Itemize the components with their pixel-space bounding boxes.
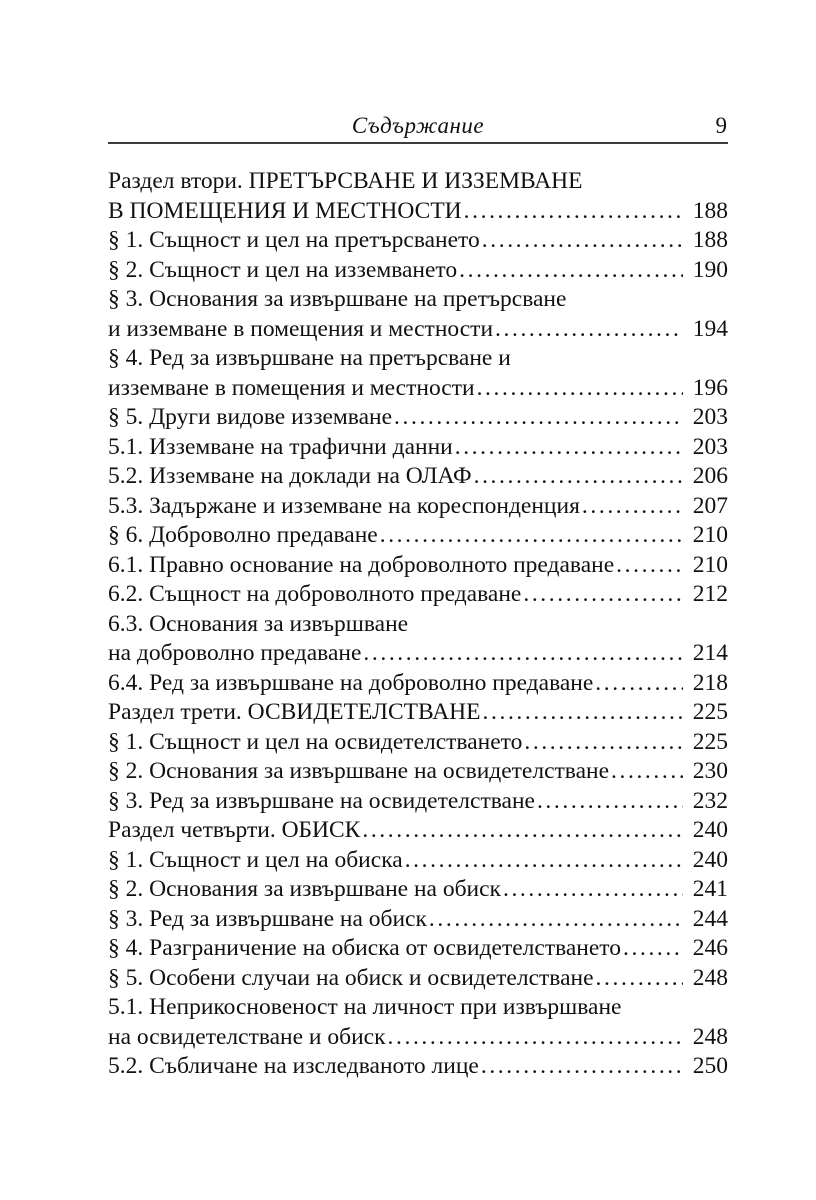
toc-page-number: 206 <box>692 463 728 489</box>
toc-line <box>108 669 728 699</box>
toc-page-number: 210 <box>692 551 728 578</box>
toc-page-number: 194 <box>692 315 728 342</box>
toc-entry-text: 6.3. Основания за извършване <box>108 610 409 637</box>
toc-page-number: 225 <box>692 728 728 755</box>
dotted-leader <box>455 433 683 463</box>
dotted-leader <box>495 315 683 345</box>
toc-page-number: 248 <box>692 964 728 991</box>
toc-entry-text: § 1. Същност и цел на претърсването <box>108 227 480 253</box>
toc-line <box>108 492 728 522</box>
dotted-leader <box>524 728 683 758</box>
toc-line <box>108 610 728 640</box>
toc-entry-text: 5.3. Задържане и изземване на кореспонденция <box>108 492 580 519</box>
toc-entry-text: § 2. Основания за извършване на обиск <box>108 876 501 902</box>
dotted-leader <box>503 875 683 905</box>
toc-entry-text: 5.1. Изземване на трафични данни <box>108 433 453 460</box>
toc-list <box>108 167 728 1082</box>
toc-page-number: 244 <box>692 905 728 932</box>
toc-line <box>108 964 728 994</box>
toc-line <box>108 462 728 492</box>
toc-entry-text: 6.4. Ред за извършване на доброволно предаване <box>108 669 594 696</box>
dotted-leader <box>596 964 683 994</box>
toc-line <box>108 816 728 846</box>
toc-line <box>108 521 728 551</box>
toc-line <box>108 698 728 728</box>
toc-page-number: 240 <box>692 846 728 873</box>
dotted-leader <box>405 846 683 876</box>
toc-entry-text: 5.2. Събличане на изследваното лице <box>108 1053 479 1079</box>
dotted-leader <box>380 521 683 551</box>
toc-line <box>108 344 728 374</box>
toc-entry-text: Раздел втори. ПРЕТЪРСВАНЕ И ИЗЗЕМВАНЕ <box>108 168 583 194</box>
dotted-leader <box>611 757 683 787</box>
toc-entry-text: § 3. Ред за извършване на обиск <box>108 905 427 932</box>
toc-entry-text: § 5. Други видове изземване <box>108 404 393 430</box>
toc-page-number: 241 <box>692 876 728 902</box>
toc-page-number: 225 <box>692 699 728 725</box>
header-row <box>108 112 728 140</box>
dotted-leader <box>616 551 683 581</box>
toc-page-number: 196 <box>692 374 728 401</box>
toc-line <box>108 934 728 964</box>
toc-line <box>108 1052 728 1082</box>
toc-line <box>108 167 728 197</box>
toc-line <box>108 875 728 905</box>
toc-entry-text: § 6. Доброволно предаване <box>108 522 378 548</box>
dotted-leader <box>474 462 683 492</box>
toc-page-number: 190 <box>692 256 728 283</box>
toc-entry-text: на доброволно предаване <box>108 640 362 666</box>
toc-entry-text: изземване в помещения и местности <box>108 374 475 401</box>
dotted-leader <box>482 226 683 256</box>
toc-entry-text: § 2. Същност и цел на изземването <box>108 256 458 283</box>
toc-line <box>108 256 728 286</box>
dotted-leader <box>537 787 683 817</box>
toc-entry-text: 6.2. Същност на доброволното предаване <box>108 581 522 607</box>
toc-entry-text: В ПОМЕЩЕНИЯ И МЕСТНОСТИ <box>108 197 462 224</box>
toc-page-number: 188 <box>692 197 728 224</box>
toc-line <box>108 580 728 610</box>
dotted-leader <box>477 374 683 404</box>
toc-entry-text: на освидетелстване и обиск <box>108 1023 386 1050</box>
toc-page-number: 214 <box>692 640 728 666</box>
toc-entry-text: 5.1. Неприкосновеност на личност при извършване <box>108 994 622 1020</box>
dotted-leader <box>363 639 683 669</box>
toc-line <box>108 757 728 787</box>
dotted-leader <box>388 1023 683 1053</box>
toc-entry-text: и изземване в помещения и местности <box>108 315 494 342</box>
toc-page-number: 248 <box>692 1023 728 1050</box>
toc-line <box>108 374 728 404</box>
toc-page-number: 188 <box>692 227 728 253</box>
dotted-leader <box>623 934 683 964</box>
toc-entry-text: § 5. Особени случаи на обиск и освидетелстване <box>108 964 594 991</box>
toc-line <box>108 728 728 758</box>
toc-entry-text: Раздел четвърти. ОБИСК <box>108 817 361 843</box>
dotted-leader <box>362 816 683 846</box>
toc-line <box>108 197 728 227</box>
toc-line <box>108 846 728 876</box>
toc-entry-text: § 3. Ред за извършване на освидетелстване <box>108 787 535 814</box>
dotted-leader <box>483 698 683 728</box>
toc-entry-text: § 2. Основания за извършване на освидетелстване <box>108 758 610 784</box>
dotted-leader <box>582 492 683 522</box>
toc-page-number: 203 <box>692 433 728 460</box>
toc-line <box>108 315 728 345</box>
toc-line <box>108 403 728 433</box>
dotted-leader <box>394 403 683 433</box>
toc-entry-text: 6.1. Правно основание на доброволното предаване <box>108 551 615 578</box>
toc-page-number: 240 <box>692 817 728 843</box>
toc-entry-text: § 1. Същност и цел на освидетелстването <box>108 728 523 755</box>
toc-entry-text: Раздел трети. ОСВИДЕТЕЛСТВАНЕ <box>108 699 481 725</box>
toc-entry-text: 5.2. Изземване на доклади на ОЛАФ <box>108 463 472 489</box>
toc-page-number: 203 <box>692 404 728 430</box>
toc-line <box>108 905 728 935</box>
toc-page-number: 230 <box>692 758 728 784</box>
toc-line <box>108 226 728 256</box>
page-header <box>108 112 728 144</box>
toc-page-number: 246 <box>692 935 728 961</box>
dotted-leader <box>595 669 683 699</box>
toc-page-number: 232 <box>692 787 728 814</box>
dotted-leader <box>459 256 683 286</box>
header-rule <box>108 142 728 144</box>
toc-line <box>108 285 728 315</box>
toc-page-number: 212 <box>692 581 728 607</box>
toc-page-number: 210 <box>692 522 728 548</box>
dotted-leader <box>429 905 683 935</box>
toc-page-number: 207 <box>692 492 728 519</box>
toc-line <box>108 1023 728 1053</box>
toc-line <box>108 433 728 463</box>
running-header-title: Съдържание <box>351 113 485 138</box>
toc-page-number: 250 <box>692 1053 728 1079</box>
toc-entry-text: § 1. Същност и цел на обиска <box>108 846 403 873</box>
toc-page-number: 218 <box>692 669 728 696</box>
toc-line <box>108 551 728 581</box>
toc-line <box>108 639 728 669</box>
toc-entry-text: § 3. Основания за извършване на претърсване <box>108 286 567 312</box>
toc-entry-text: § 4. Разграничение на обиска от освидетелстването <box>108 935 622 961</box>
dotted-leader <box>523 580 683 610</box>
header-page-number: 9 <box>715 113 727 138</box>
dotted-leader <box>464 197 683 227</box>
toc-line <box>108 993 728 1023</box>
dotted-leader <box>481 1052 683 1082</box>
toc-line <box>108 787 728 817</box>
toc-entry-text: § 4. Ред за извършване на претърсване и <box>108 345 511 371</box>
